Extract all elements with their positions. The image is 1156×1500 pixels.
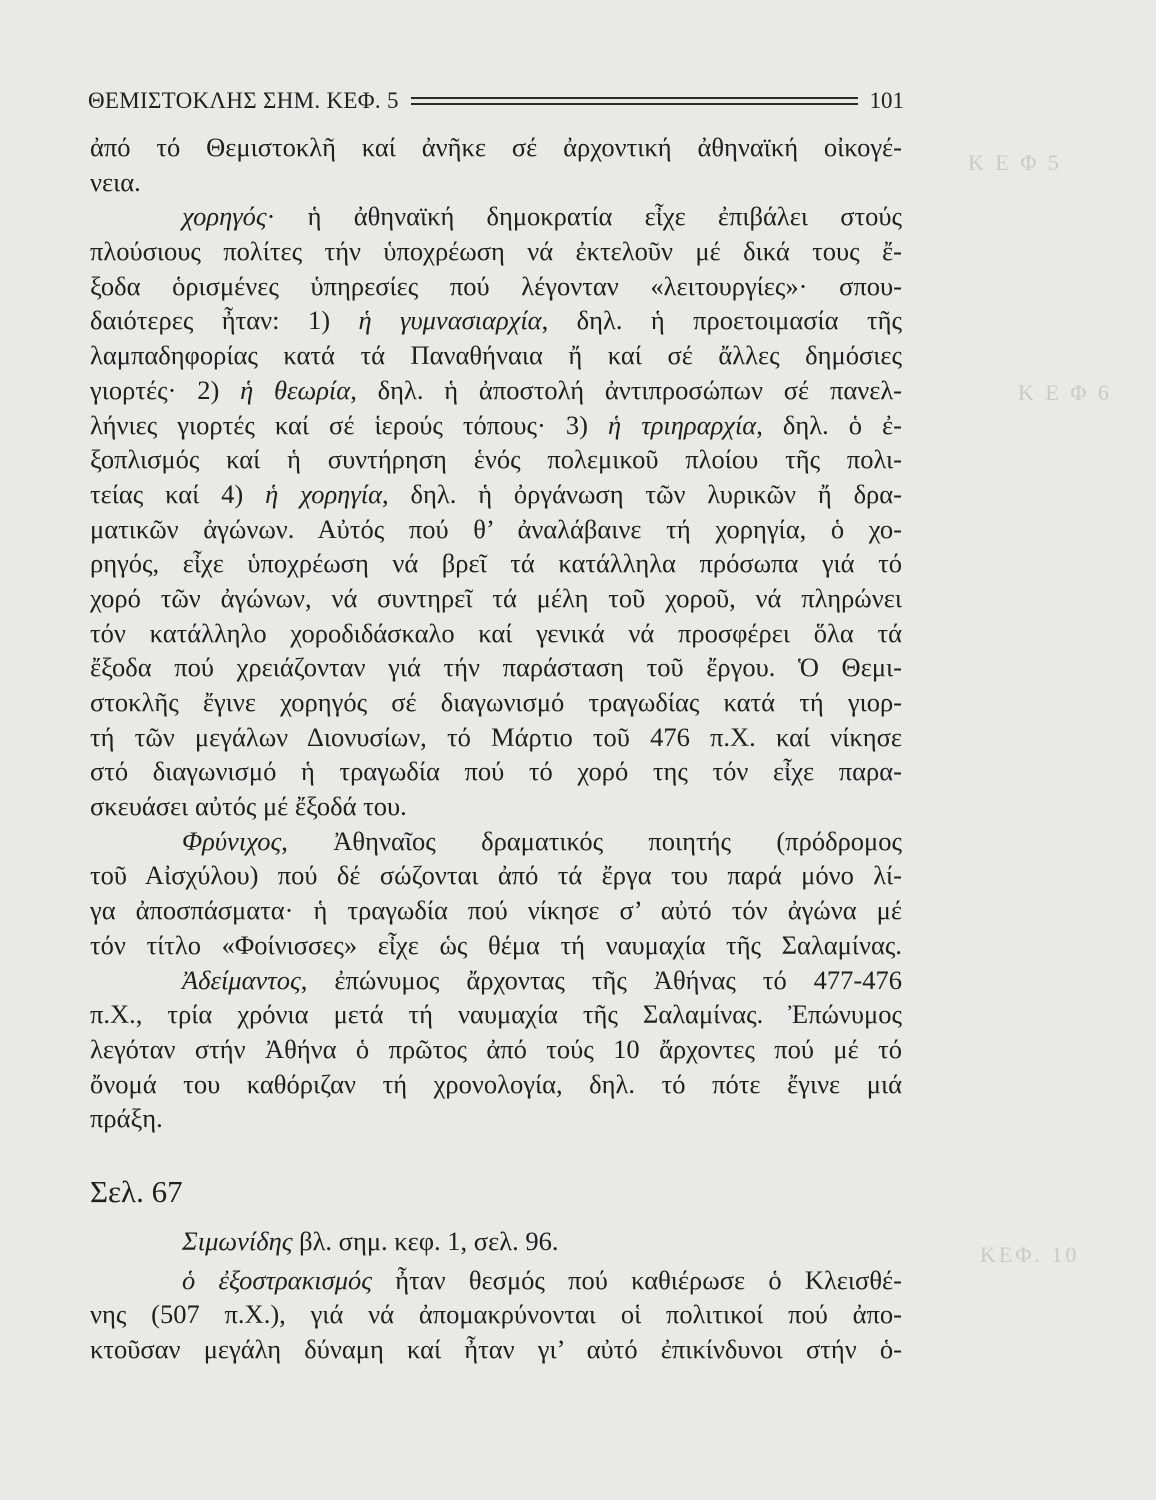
page-header bbox=[88, 86, 904, 116]
text-line: π.Χ., τρία χρόνια μετά τή ναυμαχία τῆς Σαλαμίνας. Ἐπώνυμος bbox=[90, 999, 902, 1030]
line-text: λήνιες γιορτές καί σέ ἱερούς τόπους· 3) bbox=[90, 409, 609, 440]
bleed-through-text: Κ Ε Φ 6 bbox=[1018, 380, 1112, 405]
text-line: ἀπό τό Θεμιστοκλῆ καί ἀνῆκε σέ ἀρχοντική ἀθηναϊκή οἰκογέ- bbox=[90, 132, 902, 162]
line-text: , δηλ. ἡ ὀργάνωση τῶν λυρικῶν ἤ δρα- bbox=[382, 478, 902, 509]
line-text: , δηλ. ἡ προετοιμασία τῆς bbox=[541, 305, 902, 336]
text-line: τόν τίτλο «Φοίνισσες» εἶχε ὡς θέμα τή ναυμαχία τῆς Σαλαμίνας. bbox=[90, 929, 902, 960]
bleed-through-text: Κ Ε Φ 5 bbox=[968, 150, 1062, 175]
text-line: ξοπλισμός καί ἡ συντήρηση ἑνός πολεμικοῦ πλοίου τῆς πολι- bbox=[90, 444, 902, 475]
line-text: , δηλ. ἡ ἀποστολή ἀντιπροσώπων σέ πανελ- bbox=[350, 374, 903, 405]
text-line: ἔξοδα πού χρειάζονταν γιά τήν παράσταση τοῦ ἔργου. Ὁ Θεμι- bbox=[90, 652, 902, 683]
text-line: στοκλῆς ἔγινε χορηγός σέ διαγωνισμό τραγωδίας κατά τή γιορ- bbox=[90, 687, 902, 717]
text-line: στό διαγωνισμό ἡ τραγωδία πού τό χορό της τόν εἶχε παρα- bbox=[90, 756, 902, 787]
term-trierarchia: ἡ τριηραρχία bbox=[608, 409, 757, 440]
text-line bbox=[90, 303, 902, 338]
text-line: ξοδα ὁρισμένες ὑπηρεσίες πού λέγονταν «λειτουργίες»· σπου- bbox=[90, 270, 902, 301]
term-gymnasiarchia: ἡ γυμνασιαρχία bbox=[358, 305, 542, 336]
line-text: γιορτές· 2) bbox=[90, 374, 241, 405]
text-line: τοῦ Αἰσχύλου) πού δέ σώζονται ἀπό τά ἔργα του παρά μόνο λί- bbox=[90, 860, 902, 891]
term-adeimantos: Ἀδείμαντος bbox=[182, 964, 301, 995]
term-theoria: ἡ θεωρία bbox=[240, 374, 351, 405]
line-text: βλ. σημ. κεφ. 1, σελ. 96. bbox=[292, 1225, 559, 1256]
running-head: ΘΕΜΙΣΤΟΚΛΗΣ ΣΗΜ. ΚΕΦ. 5 bbox=[88, 88, 399, 113]
paragraph-choregos bbox=[90, 199, 902, 823]
text-line: νεια. bbox=[90, 166, 141, 197]
term-simonides: Σιμωνίδης bbox=[182, 1225, 293, 1256]
text-line: χορό τῶν ἀγώνων, νά συντηρεῖ τά μέλη τοῦ χοροῦ, νά πληρώνει bbox=[90, 582, 902, 613]
bleed-through-text: ΚΕΦ. 10 bbox=[980, 1242, 1080, 1267]
text-line: ρηγός, εἶχε ὑποχρέωση νά βρεῖ τά κατάλληλα πρόσωπα γιά τό bbox=[90, 548, 902, 579]
text-line: γα ἀποσπάσματα· ἡ τραγωδία πού νίκησε σ’ αὐτό τόν ἀγώνα μέ bbox=[90, 895, 902, 926]
text-line: λεγόταν στήν Ἀθήνα ὁ πρῶτος ἀπό τούς 10 ἄρχοντες πού μέ τό bbox=[90, 1033, 902, 1064]
text-line: τή τῶν μεγάλων Διονυσίων, τό Μάρτιο τοῦ 476 π.Χ. καί νίκησε bbox=[90, 721, 902, 752]
text-line bbox=[90, 373, 902, 408]
text-line bbox=[90, 199, 902, 234]
text-line: ματικῶν ἀγώνων. Αὐτός πού θ’ ἀναλάβαινε τή χορηγία, ὁ χο- bbox=[90, 513, 902, 544]
text-line: ὄνομά του καθόριζαν τή χρονολογία, δηλ. τό πότε ἔγινε μιά bbox=[90, 1068, 902, 1099]
paragraph bbox=[90, 130, 902, 199]
text-line: πλούσιους πολίτες τήν ὑποχρέωση νά ἐκτελοῦν μέ δικά τους ἔ- bbox=[90, 236, 902, 267]
line-text: ἦταν θεσμός πού καθιέρωσε ὁ Κλεισθέ- bbox=[372, 1264, 902, 1295]
text-line bbox=[90, 408, 902, 443]
paragraph-adeimantos bbox=[90, 963, 902, 1136]
paragraph-ostracism bbox=[90, 1263, 902, 1367]
line-text: δαιότερες ἦταν: 1) bbox=[90, 305, 359, 336]
text-line: λαμπαδηφορίας κατά τά Παναθήναια ἤ καί σέ ἄλλες δημόσιες bbox=[90, 340, 902, 371]
text-line bbox=[90, 1224, 902, 1259]
line-text: , Ἀθηναῖος δραματικός ποιητής (πρόδρομος bbox=[281, 825, 902, 856]
line-text: , δηλ. ὁ ἐ- bbox=[756, 409, 902, 440]
term-choregos: χορηγός bbox=[182, 201, 267, 232]
section-heading: Σελ. 67 bbox=[90, 1173, 183, 1209]
term-phrynichos: Φρύνιχος bbox=[182, 825, 282, 856]
text-line bbox=[90, 824, 902, 859]
header-rule bbox=[411, 97, 858, 105]
paragraph-simonides bbox=[90, 1224, 902, 1259]
page-number: 101 bbox=[869, 88, 904, 113]
text-line: νης (507 π.Χ.), γιά νά ἀπομακρύνονται οἱ πολιτικοί πού ἀπο- bbox=[90, 1299, 902, 1330]
text-line bbox=[90, 1263, 902, 1298]
line-text: , ἐπώνυμος ἄρχοντας τῆς Ἀθήνας τό 477-476 bbox=[300, 964, 902, 995]
text-line: τόν κατάλληλο χοροδιδάσκαλο καί γενικά νά προσφέρει ὅλα τά bbox=[90, 617, 902, 648]
term-choregia: ἡ χορηγία bbox=[265, 478, 383, 509]
body-text bbox=[90, 130, 902, 1367]
line-text: τείας καί 4) bbox=[90, 478, 266, 509]
text-line: σκευάσει αὐτός μέ ἔξοδά του. bbox=[90, 791, 407, 822]
term-ostracism: ὁ ἐξοστρακισμός bbox=[182, 1264, 373, 1295]
paragraph-phrynichos bbox=[90, 824, 902, 963]
text-line: κτοῦσαν μεγάλη δύναμη καί ἦταν γι’ αὐτό ἐπικίνδυνοι στήν ὁ- bbox=[90, 1334, 902, 1364]
text-line: πράξη. bbox=[90, 1103, 163, 1134]
text-line bbox=[90, 477, 902, 512]
text-line bbox=[90, 963, 902, 998]
line-text: · ἡ ἀθηναϊκή δημοκρατία εἶχε ἐπιβάλει στούς bbox=[266, 201, 902, 232]
